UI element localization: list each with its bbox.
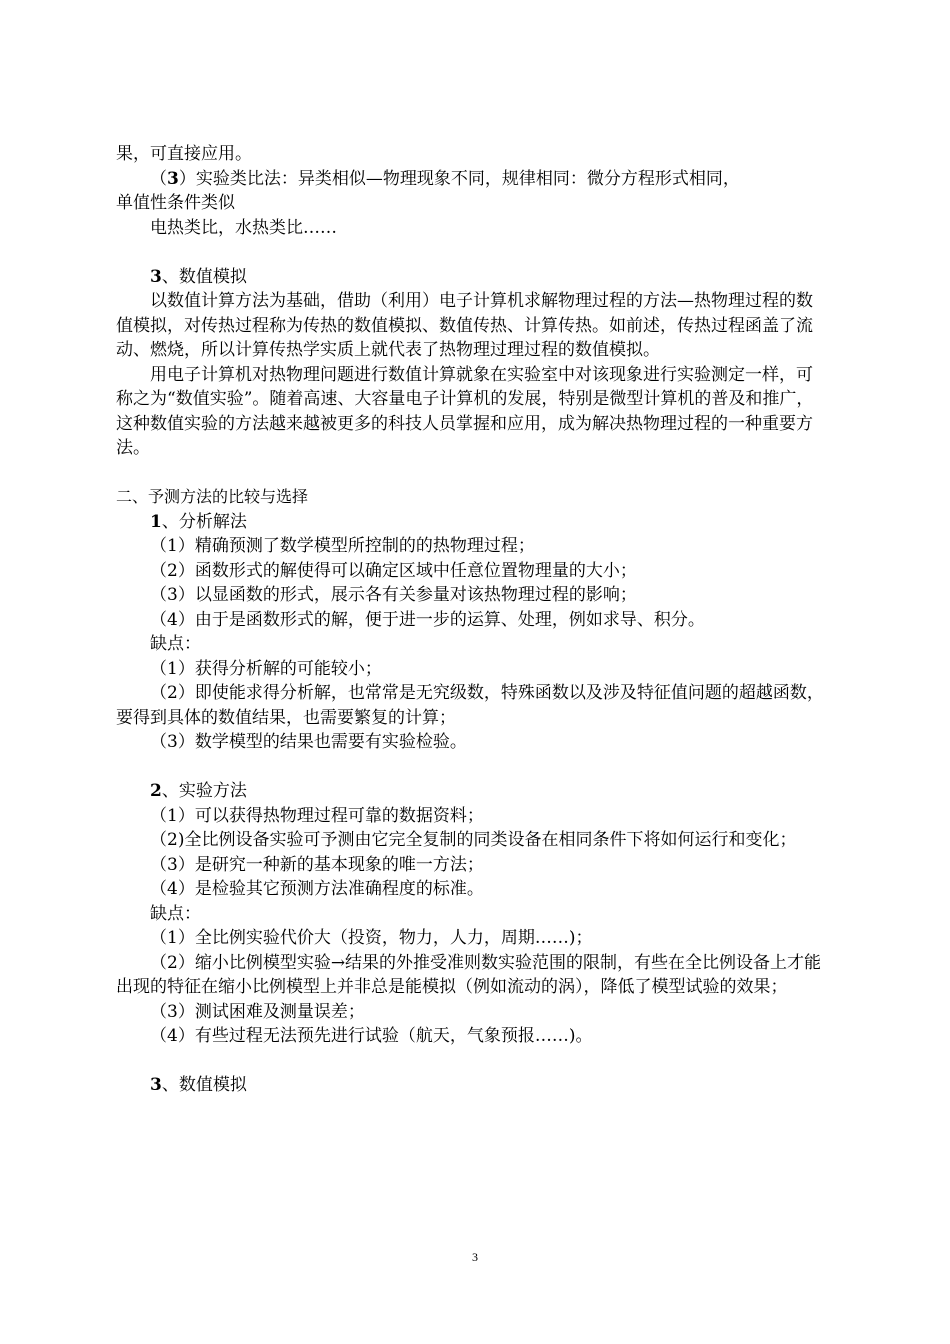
list-item: （1）精确预测了数学模型所控制的的热物理过程；: [150, 536, 535, 556]
section-heading: 1、分析解法: [150, 511, 247, 532]
page-body: [116, 142, 826, 1098]
text-line: 果，可直接应用。: [116, 144, 252, 164]
list-item: （1）获得分析解的可能较小；: [150, 658, 382, 679]
cons-label: 缺点：: [150, 903, 201, 924]
list-item: （2）缩小比例模型实验→结果的外推受准则数实验范围的限制，有些在全比例设备上才能出现的特征在缩小比例模型上并非总是能模拟（例如流动的涡），降低了模型试验的效果；: [116, 952, 822, 997]
section-heading: 3、数值模拟: [150, 266, 247, 287]
section-heading: 2、实验方法: [150, 781, 247, 801]
text-line: 单值性条件类似: [116, 193, 235, 213]
list-item: （2)全比例设备实验可予测由它完全复制的同类设备在相同条件下将如何运行和变化；: [150, 830, 797, 850]
list-item: （3）测试困难及测量误差；: [150, 1001, 365, 1022]
text-line: （3）实验类比法：异类相似—物理现象不同，规律相同：微分方程形式相同，: [150, 168, 740, 189]
list-item: （3）是研究一种新的基本现象的唯一方法；: [150, 854, 484, 875]
list-item: （1）可以获得热物理过程可靠的数据资料；: [150, 805, 484, 826]
list-item: （4）有些过程无法预先进行试验（航天，气象预报……)。: [150, 1026, 593, 1046]
section-heading: 3、数值模拟: [150, 1075, 247, 1095]
paragraph: 用电子计算机对热物理问题进行数值计算就象在实验室中对该现象进行实验测定一样，可称之为“数值实验”。随着高速、大容量电子计算机的发展，特别是微型计算机的普及和推广，这种数值实验的方法越来越被更多的科技人员掌握和应用，成为解决热物理过程的一种重要方法。: [116, 364, 814, 458]
cons-label: 缺点：: [150, 634, 201, 654]
list-item: （4）是检验其它预测方法准确程度的标准。: [150, 879, 484, 899]
list-item: （2）函数形式的解使得可以确定区域中任意位置物理量的大小；: [150, 560, 637, 581]
list-item: （3）以显函数的形式，展示各有关参量对该热物理过程的影响；: [150, 585, 637, 605]
list-item: （4）由于是函数形式的解，便于进一步的运算、处理，例如求导、积分。: [150, 609, 705, 630]
text-line: 电热类比，水热类比……: [150, 217, 337, 238]
list-item: （2）即使能求得分析解，也常常是无究级数，特殊函数以及涉及特征值问题的超越函数，要得到具体的数值结果，也需要繁复的计算；: [116, 683, 824, 728]
list-item: （3）数学模型的结果也需要有实验检验。: [150, 732, 467, 752]
chapter-heading: 二、予测方法的比较与选择: [116, 487, 309, 506]
list-item: （1）全比例实验代价大（投资，物力，人力，周期……)；: [150, 928, 593, 948]
page-number: 3: [472, 1250, 478, 1264]
paragraph: 以数值计算方法为基础，借助（利用）电子计算机求解物理过程的方法—热物理过程的数值模拟，对传热过程称为传热的数值模拟、数值传热、计算传热。如前述，传热过程函盖了流动、燃烧，所以计算传热学实质上就代表了热物理过理过程的数值模拟。: [116, 291, 813, 360]
